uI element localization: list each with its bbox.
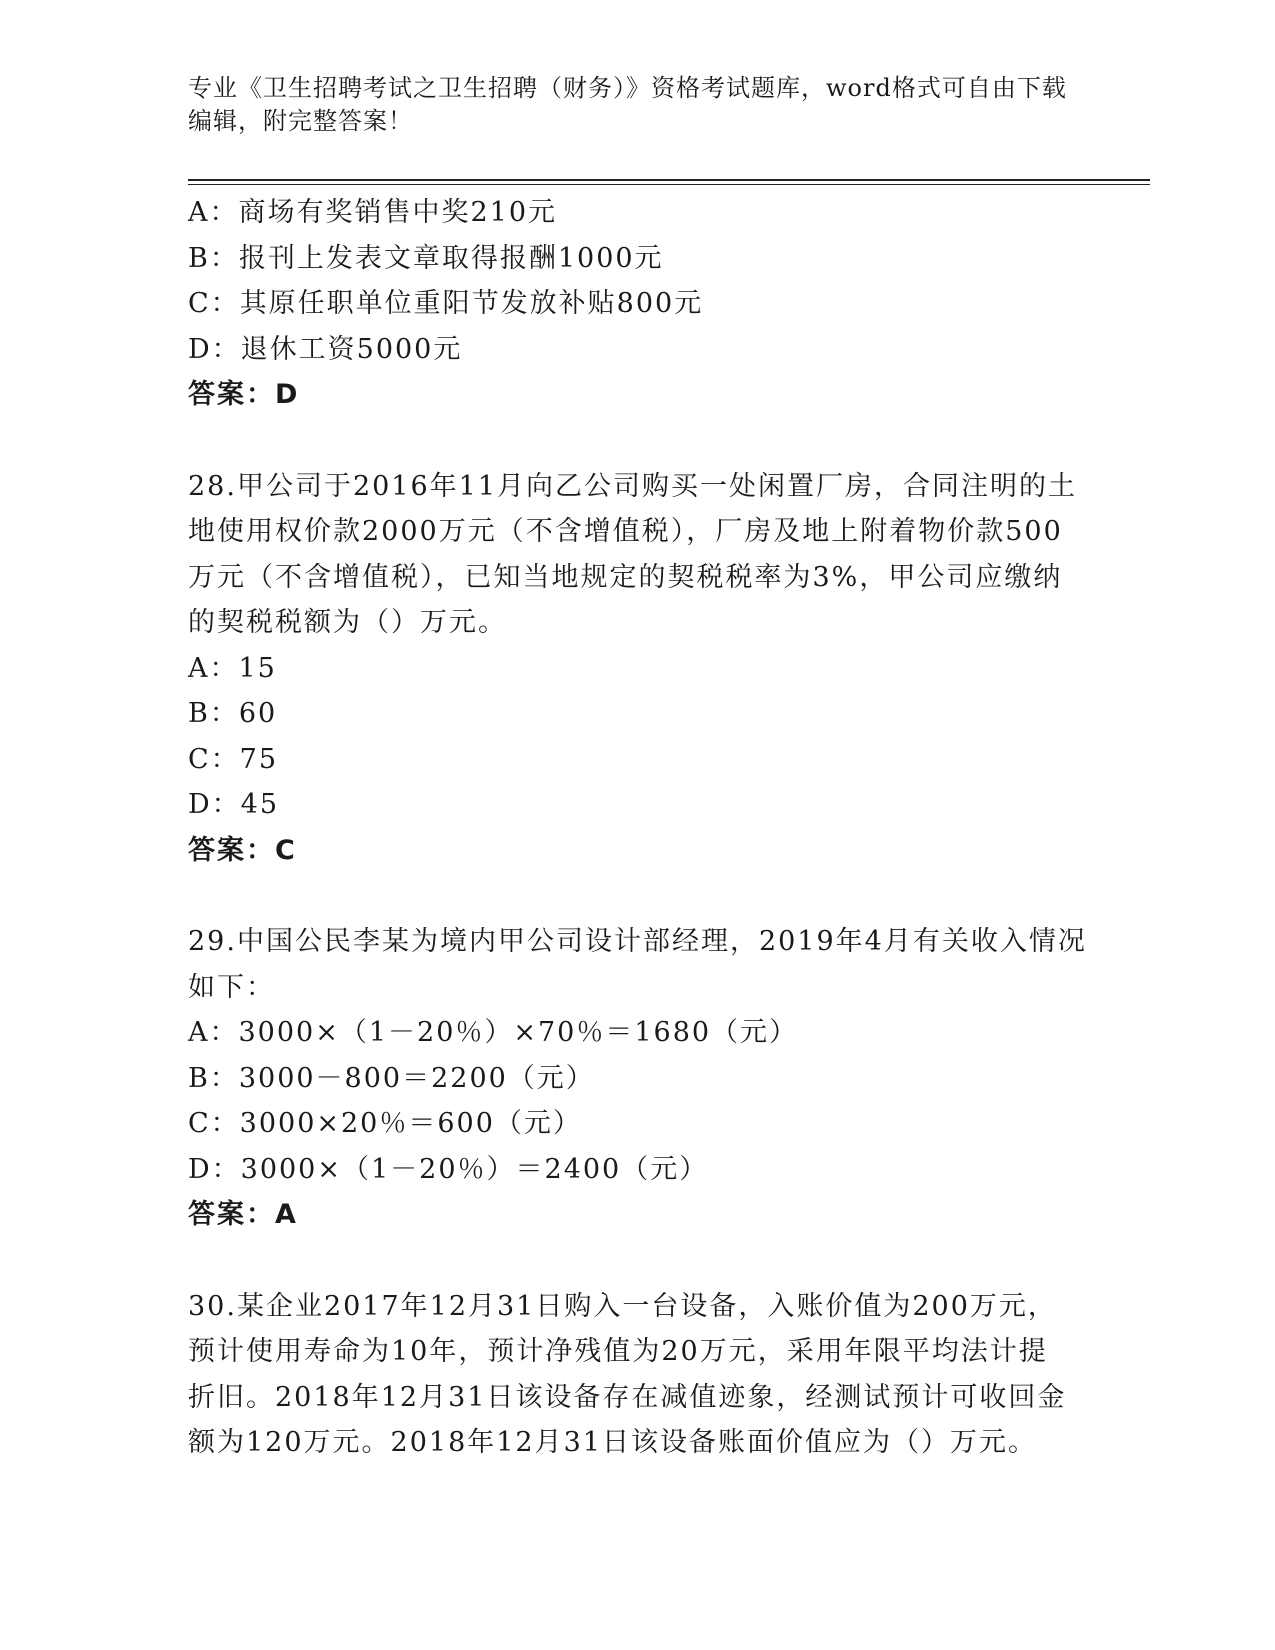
header-line-1: 专业《卫生招聘考试之卫生招聘（财务）》资格考试题库，word格式可自由下载	[188, 74, 1067, 102]
answer: 答案：D	[188, 379, 300, 410]
option-b: B：60	[188, 698, 278, 729]
question-text-line: 地使用权价款2000万元（不含增值税），厂房及地上附着物价款500	[188, 516, 1063, 547]
question-text-line: 万元（不含增值税），已知当地规定的契税税率为3%，甲公司应缴纳	[188, 561, 1063, 593]
answer: 答案：C	[188, 834, 297, 866]
option-a: A：3000×（1－20％）×70％＝1680（元）	[188, 1017, 799, 1048]
question-list	[188, 190, 1088, 1466]
question-28	[188, 464, 1088, 874]
header-divider-thin	[188, 184, 1150, 185]
option-c: C：3000×20％＝600（元）	[188, 1108, 582, 1139]
option-d: D：3000×（1－20％）＝2400（元）	[188, 1153, 709, 1185]
question-text	[188, 464, 1088, 646]
question-text	[188, 919, 1088, 1010]
question-text-line: 额为120万元。2018年12月31日该设备账面价值应为（）万元。	[188, 1427, 1037, 1458]
question-text-line: 30.某企业2017年12月31日购入一台设备，入账价值为200万元，	[188, 1290, 1057, 1322]
option-b: B：3000－800＝2200（元）	[188, 1062, 595, 1094]
document-header	[188, 72, 1088, 138]
option-b: B：报刊上发表文章取得报酬1000元	[188, 242, 664, 274]
question-27	[188, 190, 1088, 418]
question-text-line: 如下：	[188, 971, 275, 1003]
question-text-line: 折旧。2018年12月31日该设备存在减值迹象，经测试预计可收回金	[188, 1381, 1067, 1413]
option-d: D：退休工资5000元	[188, 333, 463, 365]
option-a: A：15	[188, 652, 277, 684]
answer: 答案：A	[188, 1199, 298, 1230]
question-text-line: 28.甲公司于2016年11月向乙公司购买一处闲置厂房，合同注明的土	[188, 470, 1078, 502]
question-text-line: 的契税税额为（）万元。	[188, 607, 507, 638]
question-text-line: 29.中国公民李某为境内甲公司设计部经理，2019年4月有关收入情况	[188, 926, 1087, 957]
question-text	[188, 1284, 1088, 1466]
option-c: C：其原任职单位重阳节发放补贴800元	[188, 288, 704, 319]
header-line-2: 编辑，附完整答案！	[188, 107, 413, 135]
question-30	[188, 1284, 1088, 1466]
header-divider-thick	[188, 179, 1150, 181]
question-29	[188, 919, 1088, 1238]
option-d: D：45	[188, 789, 280, 820]
question-text-line: 预计使用寿命为10年，预计净残值为20万元，采用年限平均法计提	[188, 1336, 1048, 1367]
option-c: C：75	[188, 743, 279, 775]
option-a: A：商场有奖销售中奖210元	[188, 197, 558, 228]
